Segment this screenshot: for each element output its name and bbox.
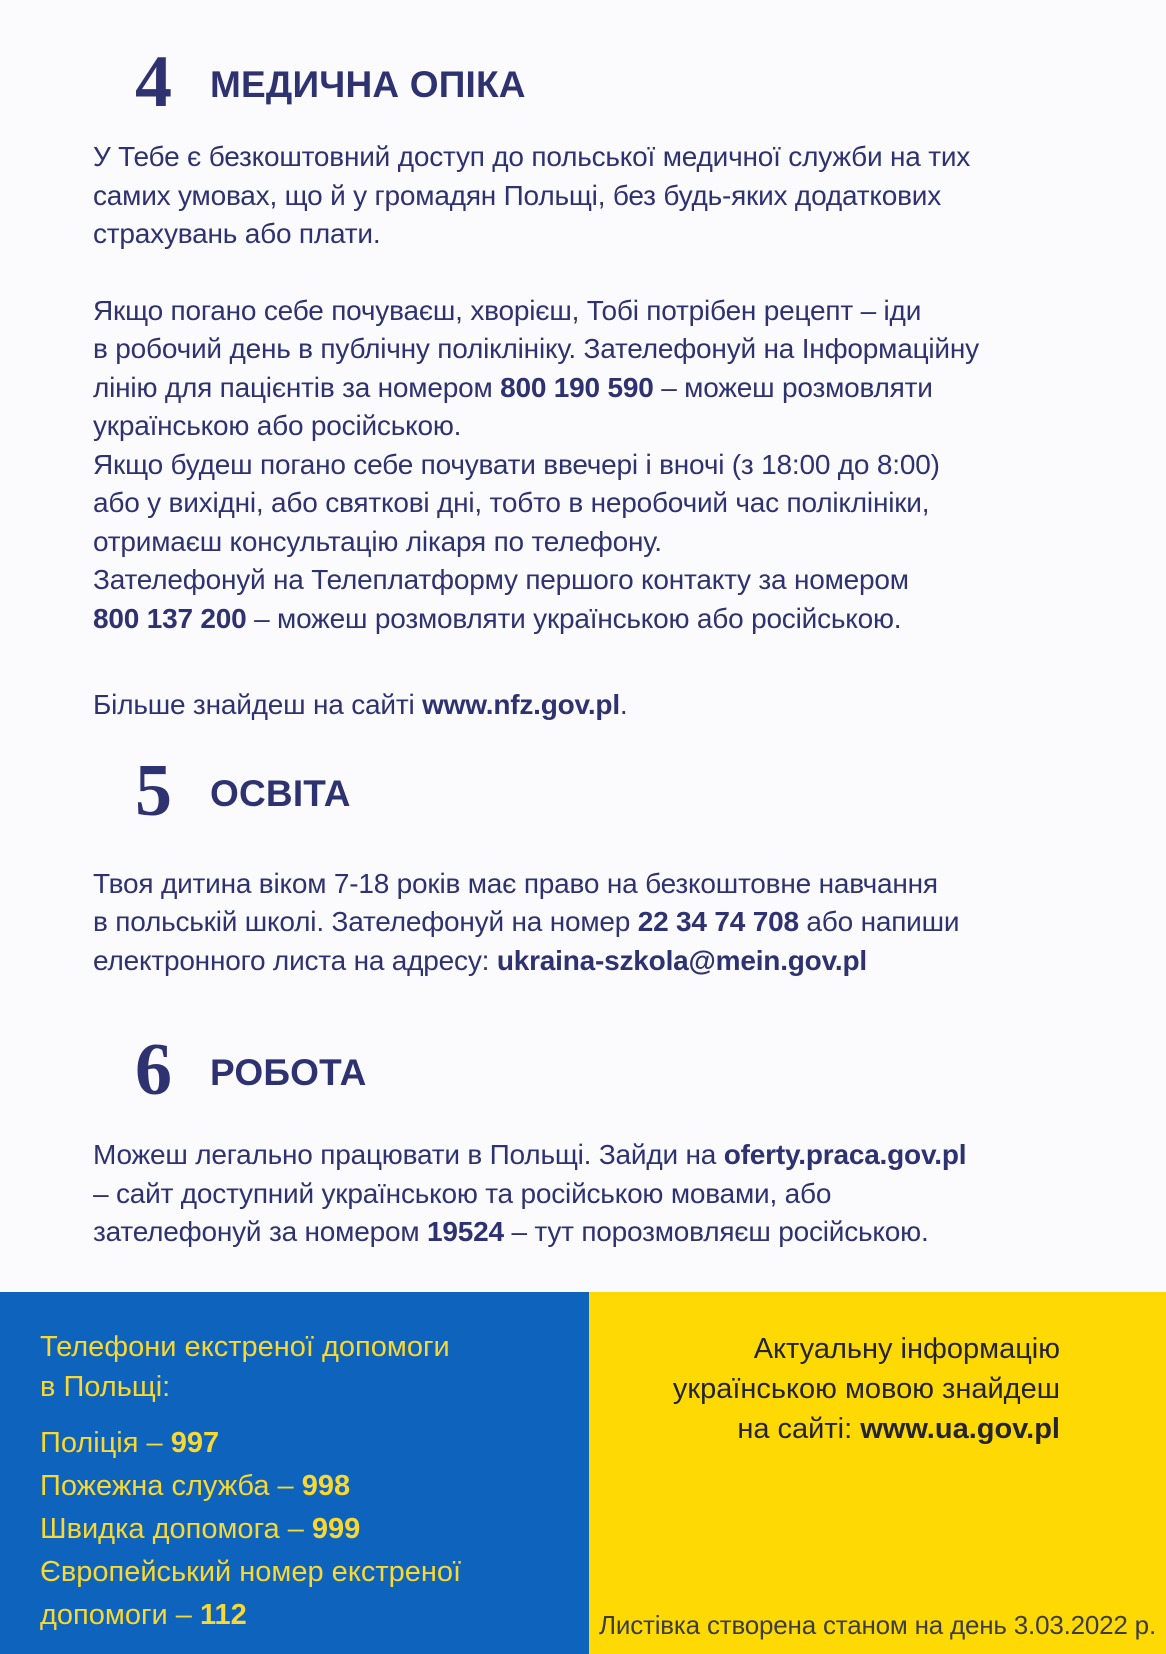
text-line	[93, 865, 1126, 904]
text-line	[93, 686, 1126, 725]
text-run: Поліція –	[40, 1427, 171, 1459]
emergency-list	[40, 1422, 589, 1637]
text-line	[40, 1367, 589, 1407]
text-line	[93, 1136, 1126, 1175]
section-title: ОСВІТА	[210, 772, 351, 814]
text-line	[93, 369, 1126, 408]
emphasized-text: 800 137 200	[93, 602, 247, 634]
text-line	[40, 1551, 589, 1594]
emphasized-text: www.ua.gov.pl	[860, 1413, 1060, 1445]
text-run: в польській школі. Зателефонуй на номер	[93, 906, 638, 937]
paragraph	[93, 686, 1126, 725]
text-line	[93, 1213, 1126, 1252]
text-line	[93, 561, 1126, 600]
footer-note: Листівка створена станом на день 3.03.2022 р.	[599, 1610, 1156, 1640]
text-line	[589, 1369, 1060, 1409]
emphasized-text: 22 34 74 708	[637, 906, 799, 937]
emphasized-text: 999	[311, 1513, 361, 1545]
emphasized-text: 997	[170, 1427, 220, 1459]
text-run: – можеш розмовляти	[653, 371, 933, 403]
section-number: 5	[135, 749, 172, 832]
text-run: зателефонуй за номером	[93, 1216, 427, 1247]
section-number: 4	[135, 41, 172, 123]
text-line	[40, 1327, 589, 1367]
text-line	[93, 138, 1126, 177]
text-run: Зателефонуй на Телеплатформу першого контакту за номером	[93, 564, 909, 595]
emergency-block	[0, 1292, 589, 1654]
emergency-heading	[40, 1327, 589, 1407]
emphasized-text: 19524	[426, 1216, 504, 1247]
text-run: Твоя дитина віком 7-18 років має право на безкоштовне навчання	[93, 867, 938, 899]
emphasized-text: 998	[301, 1470, 351, 1502]
text-line	[93, 177, 1126, 216]
text-line	[589, 1329, 1060, 1369]
text-line	[40, 1508, 589, 1551]
section-number: 6	[135, 1029, 172, 1111]
info-text	[589, 1329, 1060, 1449]
text-run: отримаєш консультацію лікаря по телефону.	[93, 525, 662, 557]
text-run: У Тебе є безкоштовний доступ до польської медичної служби на тих	[93, 141, 971, 172]
text-line	[40, 1594, 589, 1637]
text-line	[93, 407, 1126, 446]
text-line	[93, 1175, 1126, 1214]
text-run: страхувань або плати.	[93, 218, 381, 249]
text-line	[93, 484, 1126, 523]
paragraph	[93, 1136, 1126, 1252]
text-line	[93, 600, 1126, 639]
document-body	[93, 0, 1126, 1252]
text-line	[40, 1422, 589, 1465]
text-run: Пожежна служба –	[40, 1470, 302, 1502]
section-medical-header	[135, 42, 1126, 122]
text-run: Більше знайдеш на сайті	[93, 689, 423, 720]
text-run: Європейський номер екстреної	[40, 1556, 462, 1588]
emphasized-text: oferty.praca.gov.pl	[723, 1139, 967, 1170]
text-run: на сайті:	[737, 1413, 861, 1445]
text-run: самих умовах, що й у громадян Польщі, без будь-яких додаткових	[93, 179, 941, 211]
text-run: або у вихідні, або святкові дні, тобто в неробочий час поліклініки,	[93, 487, 930, 518]
section-work-header	[135, 1030, 1126, 1110]
text-line	[93, 523, 1126, 562]
text-line	[93, 903, 1126, 942]
text-run: допомоги –	[40, 1599, 200, 1631]
text-line	[93, 215, 1126, 254]
text-run: або напиши	[798, 906, 960, 937]
text-line	[93, 330, 1126, 369]
text-line	[589, 1409, 1060, 1449]
section-title: МЕДИЧНА ОПІКА	[210, 64, 526, 105]
paragraph	[93, 292, 1126, 639]
text-run: .	[619, 689, 628, 720]
emphasized-text: 112	[199, 1599, 247, 1631]
text-run: в робочий день в публічну поліклініку. Зателефонуй на Інформаційну	[93, 333, 979, 364]
info-block	[589, 1292, 1166, 1654]
text-run: Швидка допомога –	[40, 1513, 312, 1545]
text-line	[93, 292, 1126, 331]
text-line	[93, 446, 1126, 485]
text-run: українською мовою знайдеш	[672, 1373, 1060, 1405]
text-run: лінію для пацієнтів за номером	[93, 371, 501, 403]
text-run: – можеш розмовляти українською або російською.	[246, 602, 902, 634]
text-run: Якщо будеш погано себе почувати ввечері і вночі (з 18:00 до 8:00)	[93, 448, 940, 480]
paragraph	[93, 865, 1126, 981]
emphasized-text: www.nfz.gov.pl	[422, 689, 620, 720]
paragraph	[93, 138, 1126, 254]
text-run: електронного листа на адресу:	[93, 944, 497, 976]
text-run: Телефони екстреної допомоги	[40, 1331, 450, 1363]
text-run: Актуальну інформацію	[753, 1333, 1060, 1365]
text-run: Якщо погано себе почуваєш, хворієш, Тобі потрібен рецепт – іди	[93, 294, 922, 326]
text-run: Можеш легально працювати в Польщі. Зайди на	[93, 1139, 724, 1170]
section-education-header	[135, 751, 1126, 831]
emphasized-text: 800 190 590	[500, 371, 654, 403]
footer	[0, 1292, 1166, 1654]
text-line	[93, 942, 1126, 981]
text-run: в Польщі:	[40, 1371, 171, 1403]
text-line	[40, 1465, 589, 1508]
section-title: РОБОТА	[210, 1052, 367, 1093]
text-run: – сайт доступний українською та російською мовами, або	[93, 1177, 832, 1209]
emphasized-text: ukraina-szkola@mein.gov.pl	[496, 944, 867, 976]
text-run: – тут порозмовляєш російською.	[503, 1216, 929, 1247]
text-run: українською або російською.	[93, 410, 462, 441]
